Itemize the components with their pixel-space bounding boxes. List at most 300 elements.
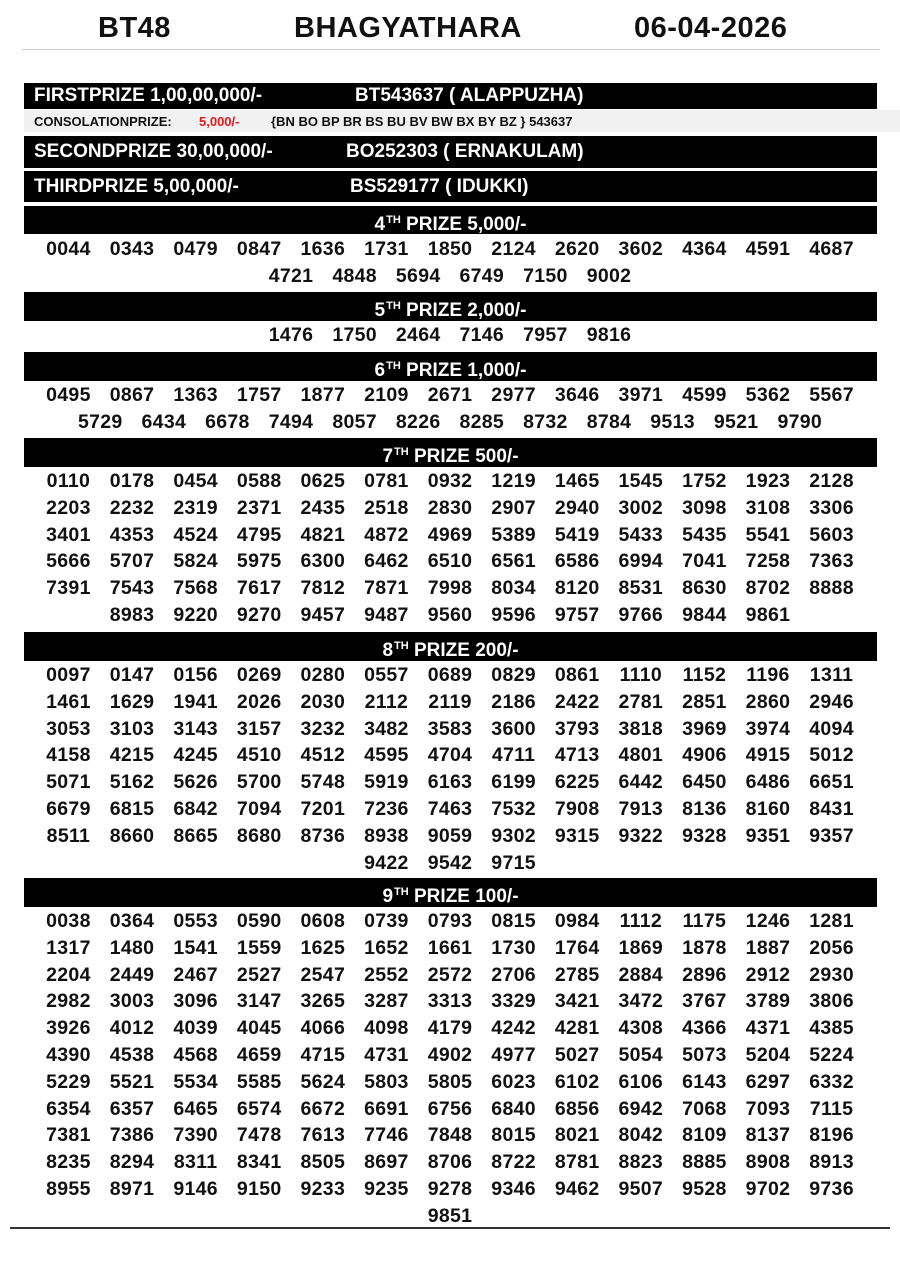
- winning-number: 8311: [173, 1151, 218, 1174]
- winning-number: 9790: [777, 410, 823, 433]
- winning-number: 3583: [427, 717, 473, 740]
- winning-number: 5204: [745, 1043, 791, 1066]
- winning-number: 4098: [364, 1017, 409, 1040]
- winning-number: 6462: [364, 550, 409, 573]
- winning-number: 4045: [236, 1017, 282, 1040]
- winning-number: 6106: [618, 1070, 664, 1093]
- draw-date: 06-04-2026: [634, 12, 788, 44]
- winning-number: 1465: [554, 470, 600, 492]
- winning-number: 4599: [682, 384, 727, 406]
- winning-number: 7390: [173, 1124, 218, 1147]
- winning-number: 4731: [364, 1043, 409, 1066]
- winning-number: 8511: [46, 824, 91, 847]
- winning-number: 8888: [809, 577, 854, 600]
- winning-number: 2940: [554, 496, 600, 519]
- winning-number: 4510: [236, 744, 282, 767]
- winning-number: 4364: [682, 238, 727, 260]
- winning-number: 9702: [745, 1177, 791, 1200]
- winning-number: 9278: [427, 1177, 473, 1200]
- bottom-divider: [10, 1227, 890, 1229]
- winning-number: 7913: [618, 797, 664, 820]
- winning-number: 8341: [236, 1151, 282, 1174]
- prize-ordinal-suffix: TH: [394, 446, 409, 458]
- winning-number: 5389: [491, 523, 536, 546]
- winning-number: 4366: [682, 1017, 727, 1040]
- winning-number: 3974: [745, 717, 791, 740]
- winning-number: 9816: [586, 324, 632, 346]
- winning-number: 2547: [300, 963, 346, 986]
- winning-number: 3818: [618, 717, 664, 740]
- winning-number: 7068: [682, 1097, 727, 1120]
- winning-number: 2946: [809, 690, 854, 713]
- winning-number: 5803: [364, 1070, 409, 1093]
- winning-number: 1757: [236, 384, 282, 406]
- winning-number: 4353: [109, 523, 155, 546]
- winning-number: 3003: [109, 990, 155, 1013]
- winning-number: 5975: [236, 550, 282, 573]
- winning-number: 8042: [618, 1124, 664, 1147]
- winning-number: 0847: [236, 238, 282, 260]
- winning-number: 2830: [427, 496, 473, 519]
- winning-number: 5694: [395, 264, 441, 287]
- winning-number: 4821: [300, 523, 346, 546]
- winning-number: 6332: [809, 1070, 854, 1093]
- winning-number: 6749: [459, 264, 505, 287]
- winning-number: 6225: [554, 771, 600, 794]
- first-prize-bar: [24, 83, 877, 109]
- number-row: [0, 1015, 900, 1042]
- winning-number: 4902: [427, 1043, 473, 1066]
- winning-number: 0364: [109, 910, 155, 932]
- winning-number: 6679: [46, 797, 91, 820]
- winning-number: 6561: [491, 550, 536, 573]
- winning-number: 9560: [427, 603, 473, 626]
- third-prize-ticket: BS529177 ( IDUKKI): [350, 175, 529, 197]
- winning-number: 9322: [618, 824, 664, 847]
- winning-number: 4215: [109, 744, 155, 767]
- draw-code: BT48: [98, 12, 171, 44]
- winning-number: 4179: [427, 1017, 473, 1040]
- winning-number: 6163: [427, 771, 473, 794]
- winning-number: 8285: [459, 410, 505, 433]
- winning-number: 3600: [491, 717, 536, 740]
- winning-number: 5585: [236, 1070, 282, 1093]
- winning-number: 0781: [364, 470, 409, 492]
- winning-number: 3472: [618, 990, 664, 1013]
- winning-number: 0557: [364, 664, 409, 686]
- winning-number: 6842: [173, 797, 218, 820]
- winning-number: 6840: [491, 1097, 536, 1120]
- winning-number: 6354: [46, 1097, 91, 1120]
- winning-number: 6510: [427, 550, 473, 573]
- winning-number: 3793: [554, 717, 600, 740]
- winning-number: 3265: [300, 990, 346, 1013]
- prize-7-bar: [24, 438, 877, 467]
- winning-number: 2026: [236, 690, 282, 713]
- winning-number: 4977: [491, 1043, 536, 1066]
- winning-number: 8109: [682, 1124, 727, 1147]
- number-row: [0, 495, 900, 522]
- winning-number: 2186: [491, 690, 536, 713]
- winning-number: 8823: [618, 1151, 664, 1174]
- winning-number: 1764: [554, 936, 600, 959]
- consolation-amount: 5,000/-: [199, 114, 240, 129]
- prize-ordinal: 8: [382, 640, 394, 661]
- winning-number: 5707: [109, 550, 155, 573]
- winning-number: 5603: [809, 523, 854, 546]
- winning-number: 5824: [173, 550, 218, 573]
- winning-number: 9528: [682, 1177, 727, 1200]
- winning-number: 4704: [427, 744, 473, 767]
- winning-number: 4066: [300, 1017, 346, 1040]
- winning-number: 2706: [491, 963, 536, 986]
- prize-5-numbers: [0, 322, 900, 349]
- winning-number: 0044: [46, 238, 91, 260]
- winning-number: 4538: [109, 1043, 155, 1066]
- number-row: [0, 769, 900, 796]
- winning-number: 4906: [682, 744, 727, 767]
- prize-6-bar: [24, 352, 877, 381]
- winning-number: 6199: [491, 771, 536, 794]
- prize-8-title: [382, 632, 518, 665]
- winning-number: 2124: [491, 238, 536, 260]
- winning-number: 2449: [109, 963, 155, 986]
- winning-number: 2785: [554, 963, 600, 986]
- winning-number: 0495: [46, 384, 91, 406]
- number-row: [0, 1203, 900, 1230]
- winning-number: 4801: [618, 744, 664, 767]
- winning-number: 5419: [554, 523, 600, 546]
- winning-number: 1923: [745, 470, 791, 492]
- winning-number: 6450: [682, 771, 727, 794]
- prize-ordinal-suffix: TH: [394, 640, 409, 652]
- winning-number: 7363: [809, 550, 854, 573]
- winning-number: 1877: [300, 384, 346, 406]
- winning-number: 5224: [809, 1043, 854, 1066]
- winning-number: 2030: [300, 690, 346, 713]
- winning-number: 6143: [682, 1070, 727, 1093]
- winning-number: 1112: [619, 910, 662, 932]
- winning-number: 5567: [809, 384, 854, 406]
- winning-number: 1629: [109, 690, 155, 713]
- number-row: [0, 689, 900, 716]
- winning-number: 8630: [682, 577, 727, 600]
- winning-number: 8015: [491, 1124, 536, 1147]
- winning-number: 0739: [364, 910, 409, 932]
- second-prize-bar: [24, 136, 877, 168]
- winning-number: 9150: [236, 1177, 282, 1200]
- winning-number: 5541: [745, 523, 791, 546]
- winning-number: 9596: [491, 603, 536, 626]
- number-row: [0, 662, 900, 689]
- winning-number: 4848: [332, 264, 377, 287]
- winning-number: 4872: [364, 523, 409, 546]
- winning-number: 6357: [109, 1097, 155, 1120]
- winning-number: 2128: [809, 470, 854, 492]
- winning-number: 7093: [745, 1097, 791, 1120]
- winning-number: 9233: [300, 1177, 346, 1200]
- winning-number: 6678: [205, 410, 250, 433]
- winning-number: 8697: [364, 1151, 409, 1174]
- winning-number: 9357: [809, 824, 854, 847]
- winning-number: 9513: [650, 410, 695, 433]
- winning-number: 3421: [554, 990, 600, 1013]
- winning-number: 5729: [77, 410, 123, 433]
- winning-number: 9002: [586, 264, 632, 287]
- winning-number: 9521: [713, 410, 759, 433]
- number-row: [0, 716, 900, 743]
- winning-number: 9736: [809, 1177, 854, 1200]
- winning-number: 4308: [618, 1017, 664, 1040]
- winning-number: 4659: [236, 1043, 282, 1066]
- winning-number: 1652: [364, 936, 409, 959]
- winning-number: 1311: [809, 664, 854, 686]
- winning-number: 2371: [236, 496, 282, 519]
- winning-number: 6672: [300, 1097, 346, 1120]
- winning-number: 2119: [428, 690, 472, 713]
- winning-number: 7201: [300, 797, 346, 820]
- winning-number: 0178: [109, 470, 155, 492]
- winning-number: 9328: [682, 824, 727, 847]
- result-header: [0, 0, 900, 50]
- winning-number: 2518: [364, 496, 409, 519]
- winning-number: 6815: [109, 797, 155, 820]
- winning-number: 4687: [809, 238, 854, 260]
- winning-number: 0280: [300, 664, 346, 686]
- winning-number: 0829: [491, 664, 536, 686]
- number-row: [0, 823, 900, 850]
- winning-number: 2982: [46, 990, 91, 1013]
- winning-number: 3147: [236, 990, 282, 1013]
- winning-number: 7258: [745, 550, 791, 573]
- third-prize-label: THIRDPRIZE 5,00,000/-: [34, 175, 239, 197]
- winning-number: 3926: [46, 1017, 91, 1040]
- winning-number: 6434: [141, 410, 187, 433]
- number-row: [0, 575, 900, 602]
- winning-number: 1636: [300, 238, 346, 260]
- prize-ordinal: 9: [382, 886, 394, 907]
- winning-number: 2552: [364, 963, 409, 986]
- winning-number: 2112: [364, 690, 409, 713]
- third-prize-bar: [24, 171, 877, 202]
- winning-number: 7146: [459, 324, 505, 346]
- winning-number: 1196: [746, 664, 790, 686]
- winning-number: 8784: [586, 410, 632, 433]
- winning-number: 5805: [427, 1070, 473, 1093]
- winning-number: 9851: [427, 1204, 473, 1227]
- winning-number: 8722: [491, 1151, 536, 1174]
- winning-number: 3143: [173, 717, 218, 740]
- consolation-label: CONSOLATIONPRIZE:: [34, 114, 172, 129]
- winning-number: 4371: [745, 1017, 791, 1040]
- winning-number: 3789: [745, 990, 791, 1013]
- number-row: [0, 908, 900, 935]
- winning-number: 0147: [109, 664, 155, 686]
- winning-number: 7957: [523, 324, 568, 346]
- winning-number: 9861: [745, 603, 791, 626]
- winning-number: 2851: [682, 690, 727, 713]
- winning-number: 6442: [618, 771, 664, 794]
- winning-number: 3646: [554, 384, 600, 406]
- winning-number: 0269: [236, 664, 282, 686]
- winning-number: 6994: [618, 550, 664, 573]
- winning-number: 6486: [745, 771, 791, 794]
- prize-ordinal-suffix: TH: [386, 300, 401, 312]
- winning-number: 1246: [745, 910, 791, 932]
- winning-number: 8908: [745, 1151, 791, 1174]
- prize-5-bar: [24, 292, 877, 321]
- prize-amount-label: PRIZE 5,000/-: [400, 214, 527, 235]
- winning-number: 5435: [682, 523, 727, 546]
- winning-number: 3306: [809, 496, 854, 519]
- winning-number: 7848: [427, 1124, 473, 1147]
- winning-number: 0097: [46, 664, 91, 686]
- second-prize-label: SECONDPRIZE 30,00,000/-: [34, 141, 273, 162]
- prize-4-numbers: [0, 236, 900, 290]
- winning-number: 5748: [300, 771, 346, 794]
- winning-number: 0479: [173, 238, 218, 260]
- winning-number: 0038: [46, 910, 91, 932]
- winning-number: 1878: [682, 936, 727, 959]
- winning-number: 8057: [332, 410, 377, 433]
- winning-number: 0608: [300, 910, 346, 932]
- winning-number: 2884: [618, 963, 664, 986]
- winning-number: 4094: [809, 717, 854, 740]
- winning-number: 7746: [364, 1124, 409, 1147]
- winning-number: 3767: [682, 990, 727, 1013]
- winning-number: 8160: [745, 797, 791, 820]
- prize-ordinal: 5: [374, 300, 386, 321]
- winning-number: 9315: [554, 824, 600, 847]
- winning-number: 4591: [745, 238, 791, 260]
- winning-number: 3602: [618, 238, 664, 260]
- prize-9-title: [382, 878, 518, 911]
- winning-number: 4595: [364, 744, 409, 767]
- winning-number: 8971: [109, 1177, 155, 1200]
- winning-number: 8137: [745, 1124, 791, 1147]
- prize-amount-label: PRIZE 500/-: [408, 446, 519, 467]
- winning-number: 0793: [427, 910, 473, 932]
- winning-number: 6691: [364, 1097, 409, 1120]
- prize-amount-label: PRIZE 100/-: [408, 886, 519, 907]
- winning-number: 3108: [745, 496, 791, 519]
- winning-number: 9270: [236, 603, 282, 626]
- winning-number: 3157: [236, 717, 282, 740]
- winning-number: 4158: [46, 744, 91, 767]
- winning-number: 0454: [173, 470, 218, 492]
- winning-number: 8136: [682, 797, 727, 820]
- prize-7-title: [382, 438, 518, 471]
- prize-9-numbers: [0, 908, 900, 1230]
- winning-number: 6023: [491, 1070, 536, 1093]
- prize-ordinal: 6: [374, 360, 386, 381]
- winning-number: 1730: [491, 936, 536, 959]
- winning-number: 7094: [236, 797, 282, 820]
- number-row: [0, 988, 900, 1015]
- number-row: [0, 850, 900, 877]
- winning-number: 8913: [809, 1151, 854, 1174]
- winning-number: 9844: [682, 603, 727, 626]
- winning-number: 3313: [427, 990, 473, 1013]
- prize-8-bar: [24, 632, 877, 661]
- winning-number: 7386: [109, 1124, 155, 1147]
- winning-number: 5012: [809, 744, 854, 767]
- winning-number: 1281: [809, 910, 854, 932]
- winning-number: 8736: [300, 824, 346, 847]
- winning-number: 2527: [236, 963, 282, 986]
- winning-number: 5071: [46, 771, 91, 794]
- consolation-prize-row: [24, 110, 900, 132]
- winning-number: 2977: [491, 384, 536, 406]
- winning-number: 5919: [364, 771, 409, 794]
- winning-number: 6756: [427, 1097, 473, 1120]
- first-prize-label: FIRSTPRIZE 1,00,00,000/-: [34, 85, 263, 106]
- winning-number: 4969: [427, 523, 473, 546]
- winning-number: 9146: [173, 1177, 218, 1200]
- winning-number: 2056: [809, 936, 854, 959]
- prize-4-title: [375, 206, 527, 239]
- number-row: [0, 742, 900, 769]
- winning-number: 8732: [523, 410, 568, 433]
- winning-number: 7617: [236, 577, 282, 600]
- winning-number: 4713: [554, 744, 600, 767]
- prize-6-title: [375, 352, 527, 385]
- winning-number: 9542: [427, 851, 473, 874]
- second-prize-ticket: BO252303 ( ERNAKULAM): [346, 141, 584, 162]
- winning-number: 2907: [491, 496, 536, 519]
- winning-number: 6465: [173, 1097, 218, 1120]
- number-row: [0, 962, 900, 989]
- winning-number: 2319: [173, 496, 218, 519]
- number-row: [0, 1096, 900, 1123]
- winning-number: 3806: [809, 990, 854, 1013]
- winning-number: 4568: [173, 1043, 218, 1066]
- winning-number: 1461: [46, 690, 91, 713]
- winning-number: 0343: [109, 238, 155, 260]
- winning-number: 7494: [268, 410, 314, 433]
- winning-number: 7115: [809, 1097, 854, 1120]
- winning-number: 2204: [46, 963, 91, 986]
- winning-number: 0815: [491, 910, 536, 932]
- winning-number: 8235: [46, 1151, 91, 1174]
- number-row: [0, 382, 900, 409]
- winning-number: 1661: [427, 936, 473, 959]
- prize-ordinal: 4: [374, 214, 386, 235]
- number-row: [0, 548, 900, 575]
- prize-4-bar: [24, 206, 877, 234]
- winning-number: 4711: [491, 744, 536, 767]
- winning-number: 6574: [236, 1097, 282, 1120]
- prize-9-bar: [24, 878, 877, 907]
- winning-number: 8955: [46, 1177, 91, 1200]
- winning-number: 1317: [46, 936, 91, 959]
- winning-number: 8702: [745, 577, 791, 600]
- winning-number: 5054: [618, 1043, 664, 1066]
- winning-number: 1731: [364, 238, 409, 260]
- prize-amount-label: PRIZE 200/-: [408, 640, 519, 661]
- winning-number: 1625: [300, 936, 346, 959]
- winning-number: 3329: [491, 990, 536, 1013]
- winning-number: 6297: [745, 1070, 791, 1093]
- winning-number: 7463: [427, 797, 473, 820]
- prize-ordinal-suffix: TH: [394, 886, 409, 898]
- winning-number: 8531: [618, 577, 664, 600]
- winning-number: 2232: [109, 496, 155, 519]
- winning-number: 5362: [745, 384, 791, 406]
- winning-number: 2464: [395, 324, 441, 346]
- winning-number: 1152: [682, 664, 727, 686]
- winning-number: 9059: [427, 824, 473, 847]
